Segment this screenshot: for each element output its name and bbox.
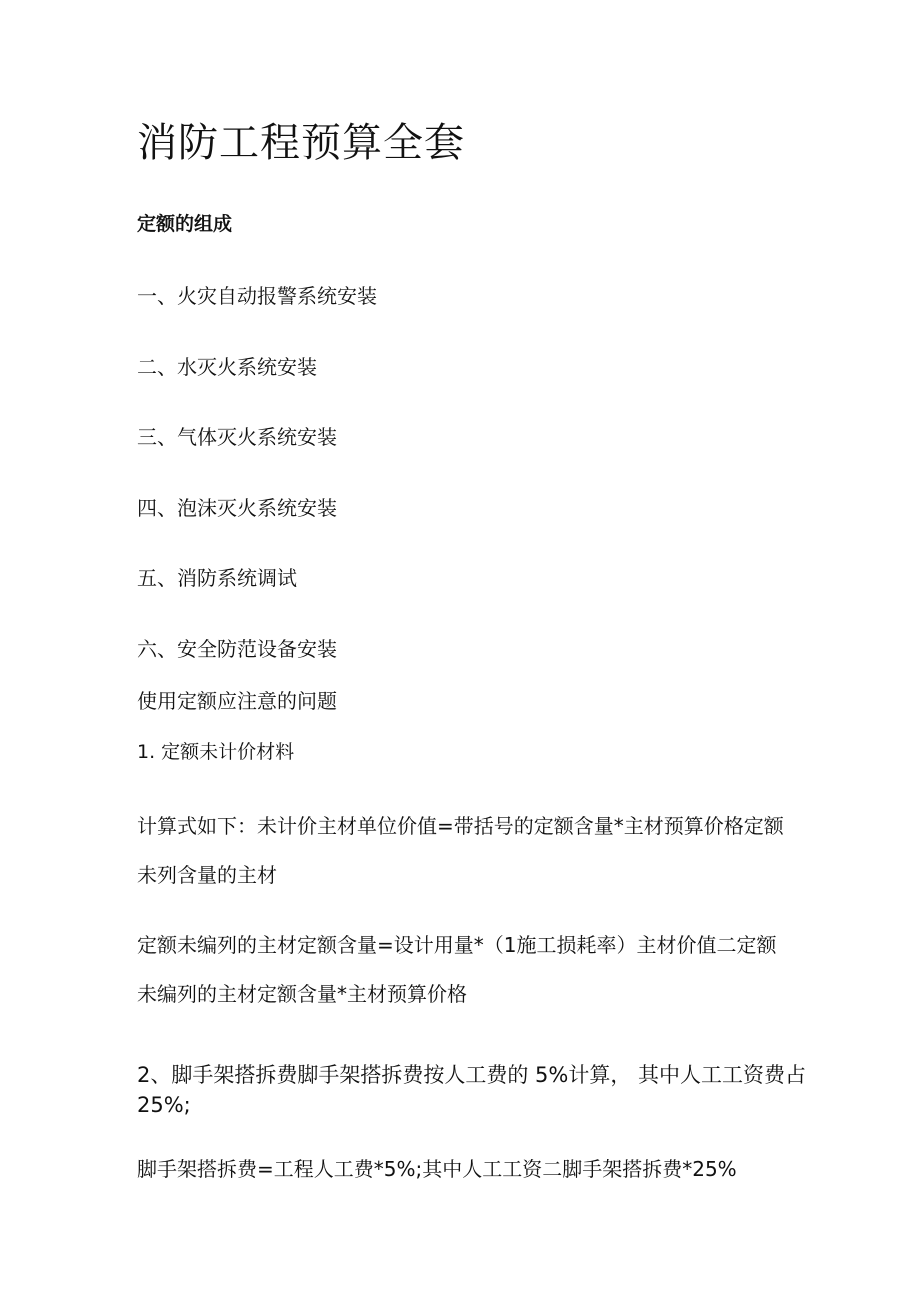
paragraph-line: 定额未编列的主材定额含量=设计用量*（1施工损耗率）主材价值二定额 xyxy=(137,933,777,957)
paragraph-line: 计算式如下：未计价主材单位价值=带括号的定额含量*主材预算价格定额 xyxy=(137,814,784,838)
point-1-title: 1. 定额未计价材料 xyxy=(137,741,295,763)
list-item: 四、泡沫灭火系统安装 xyxy=(137,496,337,520)
paragraph-line: 未列含量的主材 xyxy=(137,863,277,887)
point-2-line: 25%; xyxy=(137,1093,191,1117)
list-item: 六、安全防范设备安装 xyxy=(137,637,337,661)
point-2-line: 2、脚手架搭拆费脚手架搭拆费按人工费的 5%计算， 其中人工工资费占 xyxy=(137,1063,807,1087)
document-title: 消防工程预算全套 xyxy=(137,120,465,166)
paragraph-line: 未编列的主材定额含量*主材预算价格 xyxy=(137,982,467,1006)
list-item: 五、消防系统调试 xyxy=(137,566,297,590)
subheading: 使用定额应注意的问题 xyxy=(137,689,337,713)
formula-line: 脚手架搭拆费=工程人工费*5%;其中人工工资二脚手架搭拆费*25% xyxy=(137,1157,737,1181)
list-item: 三、气体灭火系统安装 xyxy=(137,425,337,449)
section-heading: 定额的组成 xyxy=(137,213,233,235)
list-item: 一、火灾自动报警系统安装 xyxy=(137,284,377,308)
list-item: 二、水灭火系统安装 xyxy=(137,355,317,379)
